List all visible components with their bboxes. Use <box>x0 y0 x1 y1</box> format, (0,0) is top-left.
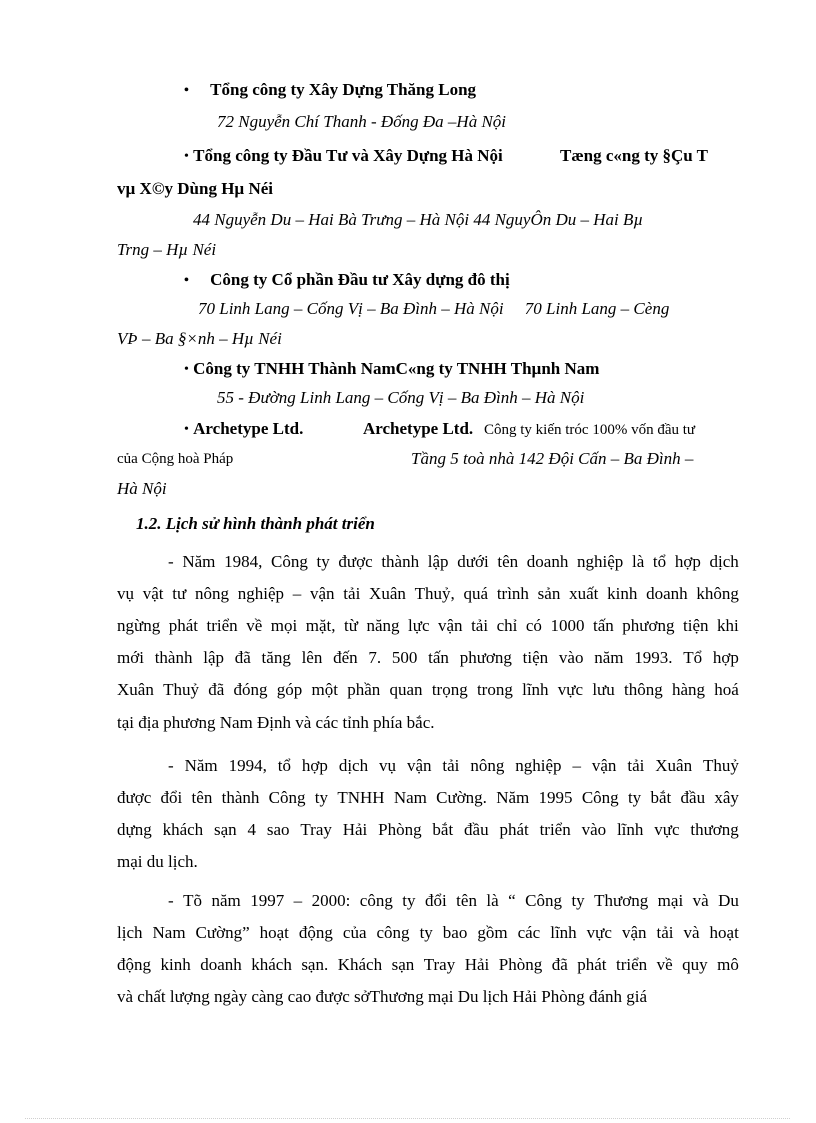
word: Tray <box>423 955 456 974</box>
word: vận <box>591 756 617 775</box>
word: triển <box>539 820 571 839</box>
word: đến <box>333 648 358 667</box>
bullet-icon: • <box>184 149 189 164</box>
word: ngừng <box>117 616 161 635</box>
word: Công <box>525 891 562 910</box>
word: - <box>168 552 174 571</box>
word: bắt <box>432 820 454 839</box>
word: quan <box>389 680 423 699</box>
word: Thương <box>594 891 649 910</box>
word: kinh <box>607 584 638 603</box>
company-desc-5: Công ty kiến tróc 100% vốn đầu tư <box>484 422 696 438</box>
word: nghiệp <box>237 584 284 603</box>
word: 4 <box>247 820 257 839</box>
word: Công <box>581 788 619 807</box>
word: phát <box>168 616 199 635</box>
paragraph-line <box>168 552 739 572</box>
word: 1000 <box>550 616 585 635</box>
company-name-2 <box>184 146 503 167</box>
paragraph-last-line: tại địa phương Nam Định và các tỉnh phía bắc. <box>117 713 435 732</box>
word: vận <box>406 756 432 775</box>
word: năm <box>211 891 241 910</box>
word: Nam <box>152 923 186 942</box>
word: vận <box>310 584 335 603</box>
garbled-name-a: Tæng c«ng ty §Çu T <box>560 146 708 165</box>
word: vào <box>558 648 584 667</box>
word: Nam <box>393 788 427 807</box>
word: 7. <box>368 648 382 667</box>
word: doanh <box>526 552 569 571</box>
word: tư <box>172 584 187 603</box>
word: đầu <box>680 788 706 807</box>
company-address-5-cont: Hà Nội <box>117 479 167 498</box>
word: quá <box>463 584 489 603</box>
page-boundary-divider <box>25 1118 790 1119</box>
word: đã <box>208 680 225 699</box>
word: triển <box>616 955 648 974</box>
word: ty <box>316 552 330 571</box>
word: và <box>692 891 709 910</box>
word: khi <box>717 616 739 635</box>
word: sạn <box>214 820 237 839</box>
word: gồm <box>477 923 508 942</box>
word: lập <box>427 552 449 571</box>
word: tải <box>471 616 489 635</box>
word: hoá <box>714 680 739 699</box>
word: các <box>517 923 541 942</box>
company-desc-5-cont: của Cộng hoà Pháp <box>117 451 234 467</box>
word: lưu <box>592 680 615 699</box>
word: từ <box>344 616 358 635</box>
word: tổ <box>652 552 667 571</box>
word: tên <box>191 788 213 807</box>
word: Hải <box>342 820 368 839</box>
paragraph-line <box>117 923 739 943</box>
word: đổi <box>424 891 447 910</box>
word: hợp <box>301 756 328 775</box>
word: “ <box>508 891 516 910</box>
word: nghiệp <box>515 756 562 775</box>
word: tên <box>497 552 519 571</box>
paragraph-line <box>117 648 739 668</box>
word: khách <box>251 955 292 974</box>
word: ty <box>627 788 642 807</box>
word: 2000: <box>311 891 351 910</box>
company-address-3-cont: VÞ – Ba §×nh – Hµ Néi <box>117 329 282 348</box>
word: ty <box>419 923 433 942</box>
company-name-text: Công ty TNHH Thành NamC«ng ty TNHH Thµnh Nam <box>193 359 600 378</box>
word: là <box>631 552 645 571</box>
word: sạn <box>391 955 415 974</box>
company-name-1 <box>184 80 476 101</box>
word: thành <box>381 552 420 571</box>
word: lĩnh <box>522 680 549 699</box>
word: doanh <box>646 584 688 603</box>
word: 1997 <box>250 891 285 910</box>
word: doanh <box>200 955 242 974</box>
word: – <box>292 584 302 603</box>
company-name-text: Công ty Cổ phần Đầu tư Xây dựng đô thị <box>210 270 510 289</box>
bullet-icon: • <box>184 83 189 98</box>
word: phát <box>499 820 529 839</box>
word: - <box>168 891 174 910</box>
word: dịch <box>709 552 739 571</box>
word: về <box>656 955 673 974</box>
paragraph-line <box>117 820 739 840</box>
company-address-2: 44 Nguyễn Du – Hai Bà Trưng – Hà Nội 44 NguyÔn Du – Hai Bµ <box>193 210 644 229</box>
word: không <box>696 584 739 603</box>
word: công <box>376 923 410 942</box>
word: sạn. <box>301 955 329 974</box>
company-address-4: 55 - Đường Linh Lang – Cống Vị – Ba Đình – Hà Nội <box>217 388 585 407</box>
word: dưới <box>457 552 489 571</box>
word: thương <box>690 820 739 839</box>
word: - <box>168 756 174 775</box>
word: Cường” <box>195 923 250 942</box>
word: về <box>246 616 263 635</box>
word: công <box>359 891 393 910</box>
word: tăng <box>261 648 291 667</box>
paragraph-line <box>117 680 739 700</box>
word: xuất <box>569 584 599 603</box>
word: kinh <box>160 955 191 974</box>
word: mọi <box>270 616 298 635</box>
word: mặt, <box>305 616 336 635</box>
word: trọng <box>431 680 468 699</box>
word: là <box>486 891 499 910</box>
word: trong <box>476 680 513 699</box>
word: Công <box>268 788 306 807</box>
word: đã <box>551 955 568 974</box>
word: sản <box>537 584 561 603</box>
word: Xuân <box>117 680 154 699</box>
word: bắt <box>650 788 672 807</box>
word: lịch <box>117 923 143 942</box>
word: hợp <box>674 552 701 571</box>
company-address-3: 70 Linh Lang – Cống Vị – Ba Đình – Hà Nội 70 Linh Lang – Cèng <box>198 299 670 318</box>
word: vực <box>586 923 612 942</box>
word: tiện <box>522 648 549 667</box>
word: tiện <box>683 616 709 635</box>
word: Công <box>270 552 308 571</box>
word: thành <box>154 648 193 667</box>
word: phần <box>347 680 381 699</box>
word: vực <box>557 680 584 699</box>
bullet-icon: • <box>184 422 189 437</box>
word: Phòng <box>498 955 543 974</box>
word: Tõ <box>183 891 203 910</box>
bullet-icon: • <box>184 362 189 377</box>
word: nông <box>194 584 229 603</box>
word: Xuân <box>369 584 406 603</box>
word: Du <box>718 891 739 910</box>
word: vận <box>621 923 647 942</box>
word: hoạt <box>259 923 289 942</box>
paragraph-line <box>117 616 739 636</box>
paragraph-line <box>117 955 739 975</box>
word: tải <box>442 756 460 775</box>
word: vực <box>654 820 680 839</box>
word: vận <box>438 616 463 635</box>
paragraph-line <box>117 788 739 808</box>
word: Năm <box>184 756 218 775</box>
word: bao <box>442 923 468 942</box>
word: vụ <box>379 756 397 775</box>
word: ty <box>571 891 585 910</box>
word: lập <box>203 648 224 667</box>
word: triển <box>206 616 238 635</box>
word: – <box>572 756 581 775</box>
word: của <box>342 923 367 942</box>
word: hợp <box>712 648 739 667</box>
company-name-4 <box>184 359 599 380</box>
garbled-name-b: vµ X©y Dùng Hµ Néi <box>117 179 274 198</box>
word: 1984, <box>224 552 263 571</box>
word: ty <box>402 891 416 910</box>
word: Tray <box>300 820 332 839</box>
word: 500 <box>391 648 418 667</box>
word: tải <box>627 756 645 775</box>
word: đầu <box>464 820 489 839</box>
company-address-5: Tầng 5 toà nhà 142 Đội Cấn – Ba Đình – <box>411 449 694 468</box>
word: đóng <box>233 680 268 699</box>
word: Thuỷ <box>163 680 199 699</box>
word: 1994, <box>228 756 267 775</box>
word: sao <box>266 820 290 839</box>
word: tải <box>656 923 674 942</box>
word: xây <box>714 788 739 807</box>
word: có <box>525 616 542 635</box>
word: và <box>683 923 700 942</box>
word: vật <box>142 584 164 603</box>
word: chỉ <box>496 616 518 635</box>
paragraph-line <box>168 756 739 776</box>
word: Tổ <box>683 648 703 667</box>
word: lực <box>408 616 430 635</box>
word: phương <box>459 648 512 667</box>
word: – <box>293 891 303 910</box>
word: thành <box>221 788 260 807</box>
paragraph-line <box>168 891 739 911</box>
word: trình <box>496 584 529 603</box>
word: Phòng <box>378 820 422 839</box>
word: năng <box>366 616 400 635</box>
word: mại <box>657 891 684 910</box>
word: tổ <box>277 756 291 775</box>
company-name-5-repeat: Archetype Ltd. <box>363 419 474 438</box>
word: Hải <box>464 955 490 974</box>
word: được <box>117 788 152 807</box>
company-name-text: Tổng công ty Xây Dựng Thăng Long <box>210 80 477 99</box>
company-name-text: Tổng công ty Đầu Tư và Xây Dựng Hà Nội <box>193 146 503 165</box>
word: lĩnh <box>550 923 577 942</box>
word: đổi <box>160 788 183 807</box>
word: phát <box>577 955 607 974</box>
company-address-2-cont: Trng – Hµ Néi <box>117 240 217 259</box>
company-name-text: Archetype Ltd. <box>193 419 304 438</box>
word: lên <box>301 648 323 667</box>
word: góp <box>276 680 303 699</box>
word: đã <box>234 648 251 667</box>
word: mô <box>717 955 739 974</box>
bullet-icon: • <box>184 273 189 288</box>
word: động <box>117 955 151 974</box>
word: hoạt <box>709 923 739 942</box>
word: Cường. <box>436 788 487 807</box>
word: được <box>338 552 373 571</box>
word: 1993. <box>634 648 673 667</box>
word: khách <box>162 820 204 839</box>
word: Xuân <box>655 756 693 775</box>
word: dịch <box>338 756 369 775</box>
word: tấn <box>428 648 449 667</box>
word: nghiệp <box>577 552 624 571</box>
word: ty <box>314 788 329 807</box>
word: Năm <box>182 552 216 571</box>
word: thông <box>624 680 663 699</box>
paragraph-line <box>117 584 739 604</box>
word: phương <box>622 616 675 635</box>
company-name-5 <box>184 419 303 440</box>
word: tấn <box>592 616 614 635</box>
word: hàng <box>671 680 706 699</box>
word: quy <box>682 955 708 974</box>
word: một <box>311 680 338 699</box>
word: TNHH <box>337 788 385 807</box>
word: nông <box>470 756 505 775</box>
word: vụ <box>117 584 134 603</box>
company-address-1: 72 Nguyễn Chí Thanh - Đống Đa –Hà Nội <box>217 112 506 131</box>
paragraph-last-line: mại du lịch. <box>117 852 198 871</box>
word: vào <box>581 820 607 839</box>
section-title: 1.2. Lịch sử hình thành phát triển <box>136 514 375 533</box>
word: mới <box>117 648 144 667</box>
word: Năm <box>496 788 530 807</box>
word: lĩnh <box>616 820 644 839</box>
word: Khách <box>337 955 383 974</box>
word: Thuỷ, <box>414 584 455 603</box>
word: dựng <box>117 820 152 839</box>
word: Thuỷ <box>703 756 739 775</box>
word: năm <box>594 648 624 667</box>
word: tên <box>456 891 477 910</box>
company-name-3 <box>184 270 510 291</box>
word: tải <box>343 584 361 603</box>
word: 1995 <box>538 788 573 807</box>
paragraph-last-line: và chất lượng ngày càng cao được sởThương mại Du lịch Hải Phòng đánh giá <box>117 987 648 1006</box>
word: động <box>298 923 333 942</box>
